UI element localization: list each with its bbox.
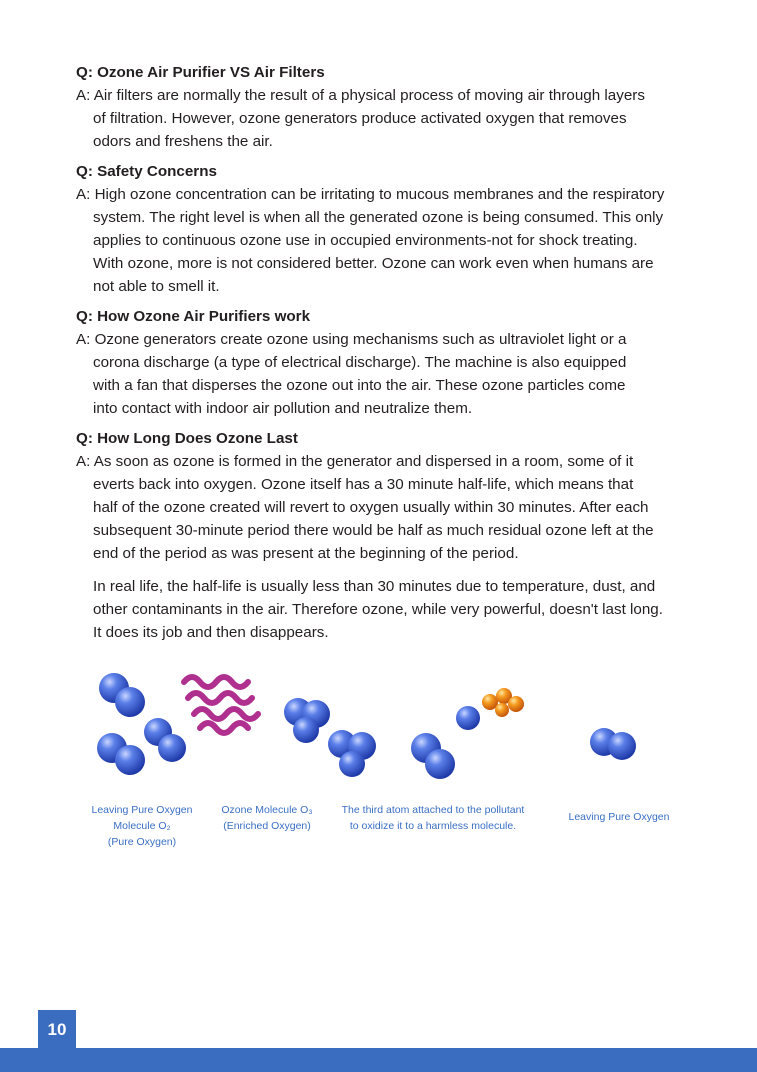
answer-line: applies to continuous ozone use in occupied environments-not for shock treating. — [93, 232, 638, 249]
caption-line: Leaving Pure Oxygen — [91, 804, 193, 816]
answer-line: not able to smell it. — [93, 278, 220, 295]
caption-line: The third atom attached to the pollutant — [341, 804, 525, 816]
answer-line: other contaminants in the air. Therefore ozone, while very powerful, doesn't last long. — [93, 601, 663, 618]
answer-line: half of the ozone created will revert to oxygen usually within 30 minutes. After each — [93, 499, 649, 516]
answer-line: system. The right level is when all the generated ozone is being consumed. This only — [93, 209, 664, 226]
question-heading: Q: How Long Does Ozone Last — [76, 430, 298, 447]
ozone-molecule-icon — [284, 698, 330, 743]
answer-text — [76, 328, 716, 420]
answer-line: end of the period as was present at the beginning of the period. — [93, 545, 519, 562]
answer-text-continued — [76, 575, 716, 644]
oxidized-pollutant-icon — [456, 688, 524, 730]
answer-line: A: Air filters are normally the result of a physical process of moving air through layers — [76, 87, 645, 104]
question-heading: Q: How Ozone Air Purifiers work — [76, 308, 311, 325]
ozone-molecule-icon — [328, 730, 376, 777]
answer-line: A: Ozone generators create ozone using mechanisms such as ultraviolet light or a — [76, 331, 627, 348]
caption-pure-oxygen — [76, 802, 208, 850]
caption-third-atom — [330, 802, 536, 834]
answer-line: With ozone, more is not considered better. Ozone can work even when humans are — [93, 255, 654, 272]
faq-content — [76, 62, 716, 652]
faq-section — [76, 62, 716, 153]
answer-line: odors and freshens the air. — [93, 133, 273, 150]
oxygen-molecule-icon — [97, 733, 145, 775]
faq-section — [76, 161, 716, 298]
answer-line: A: As soon as ozone is formed in the generator and dispersed in a room, some of it — [76, 453, 634, 470]
answer-line: subsequent 30-minute period there would be half as much residual ozone left at the — [93, 522, 654, 539]
molecule-illustration — [76, 660, 696, 800]
page-number: 10 — [38, 1010, 76, 1048]
answer-text — [76, 183, 716, 298]
answer-text — [76, 84, 716, 153]
caption-line: Ozone Molecule O₃ — [221, 804, 313, 816]
answer-line: corona discharge (a type of electrical discharge). The machine is also equipped — [93, 354, 627, 371]
caption-line: (Enriched Oxygen) — [223, 820, 311, 832]
answer-text — [76, 450, 716, 565]
answer-line: In real life, the half-life is usually less than 30 minutes due to temperature, dust, and — [93, 578, 656, 595]
answer-line: It does its job and then disappears. — [93, 624, 329, 641]
caption-leaving-oxygen — [556, 809, 682, 825]
answer-line: everts back into oxygen. Ozone itself has a 30 minute half-life, which means that — [93, 476, 634, 493]
faq-section — [76, 428, 716, 644]
oxygen-molecule-icon — [144, 718, 186, 762]
question-heading: Q: Ozone Air Purifier VS Air Filters — [76, 64, 325, 81]
question-heading: Q: Safety Concerns — [76, 163, 217, 180]
footer-bar — [0, 1048, 757, 1072]
answer-line: of filtration. However, ozone generators produce activated oxygen that removes — [93, 110, 627, 127]
answer-line: with a fan that disperses the ozone out into the air. These ozone particles come — [93, 377, 626, 394]
answer-line: A: High ozone concentration can be irritating to mucous membranes and the respiratory — [76, 186, 665, 203]
answer-line: into contact with indoor air pollution and neutralize them. — [93, 400, 473, 417]
oxygen-molecule-icon — [411, 733, 455, 779]
caption-line: Molecule O₂ — [113, 820, 171, 832]
oxygen-molecule-icon — [590, 728, 636, 760]
oxygen-molecule-icon — [99, 673, 145, 717]
caption-line: (Pure Oxygen) — [107, 836, 177, 848]
ozone-process-diagram — [76, 660, 696, 850]
caption-ozone-molecule — [212, 802, 322, 834]
caption-line: to oxidize it to a harmless molecule. — [349, 820, 517, 832]
pollutant-icon — [184, 677, 258, 733]
caption-line: Leaving Pure Oxygen — [568, 811, 670, 823]
faq-section — [76, 306, 716, 420]
